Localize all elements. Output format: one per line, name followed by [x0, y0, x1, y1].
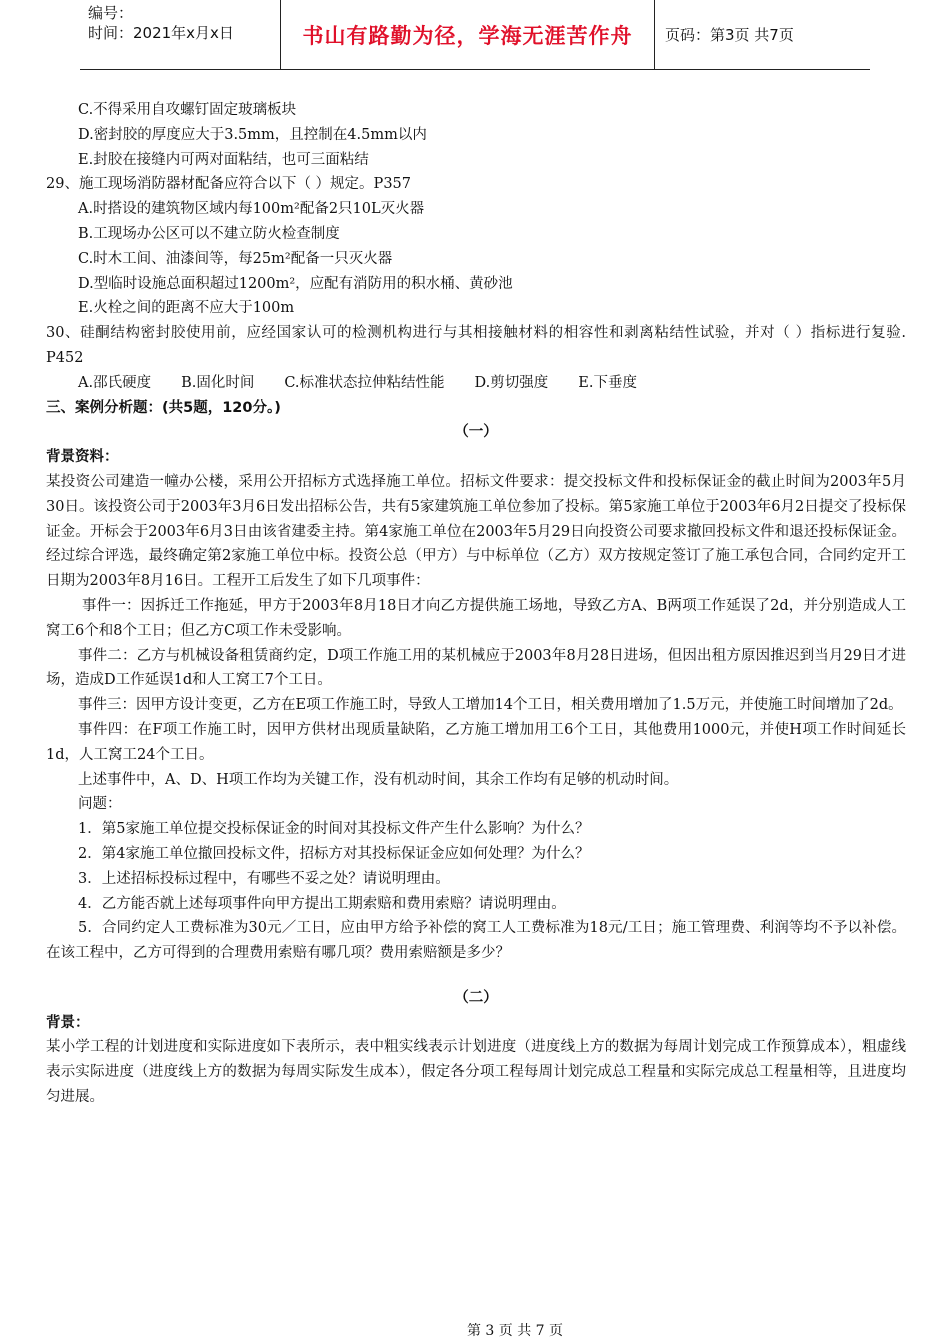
question-item: 2．第4家施工单位撤回投标文件，招标方对其投标保证金应如何处理？为什么？ — [78, 845, 590, 862]
option-line: E.火栓之间的距离不应大于100m — [78, 300, 295, 317]
option-item: E.下垂度 — [578, 374, 637, 391]
option-item: B.固化时间 — [181, 374, 255, 391]
event-paragraph: 事件四：在F项工作施工时，因甲方供材出现质量缺陷，乙方施工增加用工6个工日，其他费用1000元，并使H项工作时间延长1d，人工窝工24个工日。 — [46, 721, 906, 763]
background-label: 背景： — [46, 1014, 90, 1031]
option-line: B.工现场办公区可以不建立防火检查制度 — [78, 225, 340, 242]
number-label: 编号： — [88, 4, 134, 22]
question-item: 5．合同约定人工费标准为30元／工日，应由甲方给予补偿的窝工人工费标准为18元/工日；施工管理费、利润等均不予以补偿。在该工程中，乙方可得到的合理费用索赔有哪几项？费用索赔额是多少？ — [46, 920, 906, 962]
page-footer: 第 3 页 共 7 页 — [466, 1323, 564, 1339]
case-heading: （一） — [454, 424, 498, 441]
event-paragraph: 事件三：因甲方设计变更，乙方在E项工作施工时，导致人工增加14个工日，相关费用增加了1.5万元，并使施工时间增加了2d。 — [78, 697, 903, 714]
option-item: D.剪切强度 — [474, 374, 549, 391]
background-label: 背景资料： — [46, 449, 119, 466]
questions-label: 问题： — [78, 796, 122, 813]
question-item: 4．乙方能否就上述每项事件向甲方提出工期索赔和费用索赔？请说明理由。 — [78, 895, 566, 912]
page-header — [80, 0, 870, 70]
option-item: A.邵氏硬度 — [78, 374, 152, 391]
question-item: 3．上述招标投标过程中，有哪些不妥之处？请说明理由。 — [78, 870, 450, 887]
option-line: A.时搭设的建筑物区域内每100m²配备2只10L灭火器 — [78, 201, 425, 218]
case-note: 上述事件中，A、D、H项工作均为关键工作，没有机动时间，其余工作均有足够的机动时间。 — [78, 771, 679, 788]
event-paragraph: 事件二：乙方与机械设备租赁商约定，D项工作施工用的某机械应于2003年8月28日进场，但因出租方原因推迟到当月29日才进场，造成D工作延误1d和人工窝工7个工日。 — [46, 647, 906, 689]
section-title: 三、案例分析题：(共5题，120分。) — [46, 399, 281, 416]
option-line: C.不得采用自攻螺钉固定玻璃板块 — [78, 102, 297, 118]
case-heading: （二） — [454, 989, 498, 1006]
question-30-options — [46, 371, 906, 396]
option-line: E.封胶在接缝内可两对面粘结，也可三面粘结 — [78, 151, 369, 168]
option-line: D.密封胶的厚度应大于3.5mm，且控制在4.5mm以内 — [78, 126, 427, 143]
question-item: 1．第5家施工单位提交投标保证金的时间对其投标文件产生什么影响？为什么？ — [78, 821, 590, 838]
event-paragraph: 事件一：因拆迁工作拖延，甲方于2003年8月18日才向乙方提供施工场地，导致乙方A、B两项工作延误了2d，并分别造成人工窝工6个和8个工日；但乙方C项工作未受影响。 — [46, 597, 906, 639]
header-meta — [80, 0, 281, 69]
header-page-info: 页码：第3页 共7页 — [665, 26, 794, 44]
document-body — [46, 98, 906, 1110]
background-text: 某小学工程的计划进度和实际进度如下表所示，表中粗实线表示计划进度（进度线上方的数据为每周计划完成工作预算成本），粗虚线表示实际进度（进度线上方的数据为每周实际发生成本），假定各分项工程每周计划完成总工程量和实际完成总工程量相等，且进度均匀进展。 — [46, 1039, 906, 1106]
background-text: 某投资公司建造一幢办公楼，采用公开招标方式选择施工单位。招标文件要求：提交投标文件和投标保证金的截止时间为2003年5月30日。该投资公司于2003年3月6日发出招标公告，共有5家建筑施工单位参加了投标。第5家施工单位于2003年6月2日提交了投标保证金。开标会于2003年6月3日由该省建委主持。第4家施工单位在2003年5月29日向投资公司要求撤回投标文件和退还投标保证金。经过综合评选，最终确定第2家施工单位中标。投资公总（甲方）与中标单位（乙方）双方按规定签订了施工承包合同，合同约定开工日期为2003年8月16日。工程开工后发生了如下几项事件： — [46, 473, 906, 590]
option-line: C.时木工间、油漆间等，每25m²配备一只灭火器 — [78, 250, 393, 267]
option-item: C.标准状态拉伸粘结性能 — [284, 374, 445, 391]
question-29-stem: 29、施工现场消防器材配备应符合以下（ ）规定。P357 — [46, 176, 411, 193]
option-line: D.型临时设施总面积超过1200m²，应配有消防用的积水桶、黄砂池 — [78, 275, 513, 292]
date-label: 时间：2021年x月x日 — [88, 24, 234, 42]
header-motto: 书山有路勤为径，学海无涯苦作舟 — [281, 0, 655, 69]
question-30-stem: 30、硅酮结构密封胶使用前，应经国家认可的检测机构进行与其相接触材料的相容性和剥离粘结性试验，并对（ ）指标进行复验. P452 — [46, 325, 906, 366]
